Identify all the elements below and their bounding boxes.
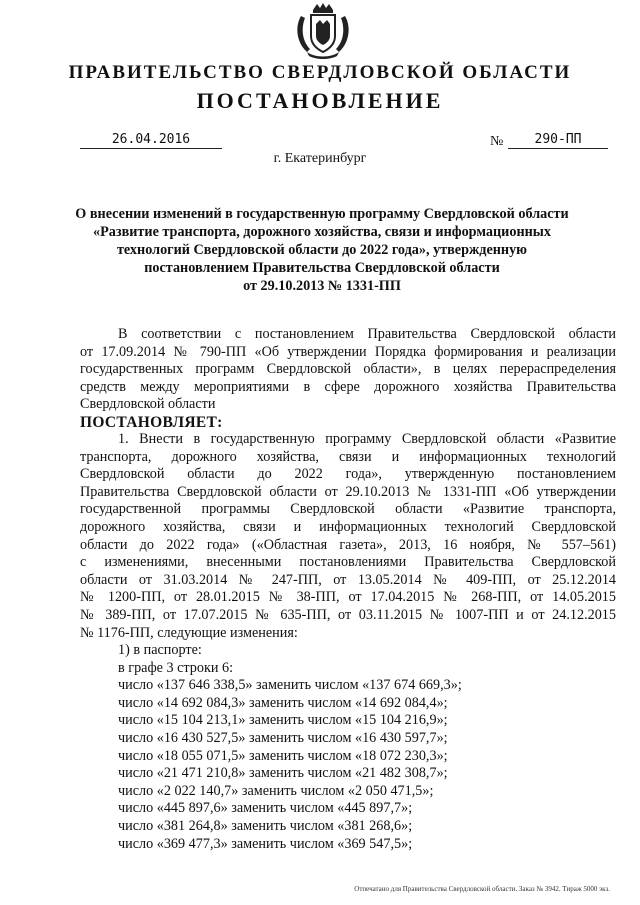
replacement-line: число «137 646 338,5» заменить числом «137 674 669,3»; bbox=[118, 677, 462, 694]
replacement-line: число «16 430 527,5» заменить числом «16 430 597,7»; bbox=[118, 730, 448, 747]
item-line: транспорта, дорожного хозяйства, связи и информационных технологий bbox=[80, 448, 616, 465]
item-line: государственной программы Свердловской области «Развитие транспорта, bbox=[80, 501, 616, 518]
heading-line: технологий Свердловской области до 2022 года», утвержденную bbox=[116, 242, 528, 258]
document-number: 290-ПП bbox=[508, 132, 608, 149]
preamble-line: от 17.09.2014 № 790-ПП «Об утверждении Порядка формирования и реализации bbox=[80, 343, 616, 360]
preamble-line: Свердловской области bbox=[80, 396, 216, 413]
replacement-line: число «15 104 213,1» заменить числом «15 104 216,9»; bbox=[118, 712, 448, 729]
item-line: области от 31.03.2014 № 247-ПП, от 13.05.2014 № 409-ПП, от 25.12.2014 bbox=[80, 571, 616, 588]
item-line: с изменениями, внесенными постановлениями Правительства Свердловской bbox=[80, 554, 616, 571]
resolves-heading: ПОСТАНОВЛЯЕТ: bbox=[80, 413, 223, 431]
preamble-line: государственных программ Свердловской области», в целях перераспределения bbox=[80, 361, 616, 378]
document-date: 26.04.2016 bbox=[80, 132, 222, 149]
replacement-line: число «21 471 210,8» заменить числом «21 482 308,7»; bbox=[118, 765, 448, 782]
coat-of-arms-emblem bbox=[293, 2, 353, 60]
preamble-line: средств между мероприятиями в сфере дорожного хозяйства Правительства bbox=[80, 378, 616, 395]
item-line: дорожного хозяйства, связи и информационных технологий Свердловской bbox=[80, 518, 616, 535]
print-footer: Отпечатано для Правительства Свердловской области. Заказ № 3942. Тираж 5000 экз. bbox=[354, 885, 610, 893]
item-line: области до 2022 года» («Областная газета», 2013, 16 ноября, № 557–561) bbox=[80, 536, 616, 553]
document-type: ПОСТАНОВЛЕНИЕ bbox=[196, 88, 444, 113]
heading-line: О внесении изменений в государственную программу Свердловской области bbox=[75, 206, 569, 222]
preamble-line: В соответствии с постановлением Правительства Свердловской области bbox=[118, 326, 616, 342]
item-line: № 1176-ПП, следующие изменения: bbox=[80, 624, 298, 641]
city: г. Екатеринбург bbox=[273, 151, 367, 166]
replacement-line: число «381 264,8» заменить числом «381 268,6»; bbox=[118, 818, 413, 835]
heading-line: «Развитие транспорта, дорожного хозяйства, связи и информационных bbox=[93, 224, 551, 240]
replacement-line: число «2 022 140,7» заменить числом «2 050 471,5»; bbox=[118, 782, 434, 799]
document-body bbox=[80, 326, 616, 853]
item-line: Свердловской области до 2022 года», утвержденную постановлением bbox=[80, 466, 616, 483]
item-line: Правительства Свердловской области от 29.10.2013 № 1331-ПП «Об утверждении bbox=[80, 483, 616, 500]
subitem: 1) в паспорте: bbox=[118, 642, 202, 659]
heading-line: постановлением Правительства Свердловской области bbox=[144, 260, 500, 276]
number-sign: № bbox=[490, 134, 504, 149]
replacement-line: число «18 055 071,5» заменить числом «18 072 230,3»; bbox=[118, 747, 448, 764]
replacement-line: число «14 692 084,3» заменить числом «14 692 084,4»; bbox=[118, 694, 448, 711]
replacement-line: число «445 897,6» заменить числом «445 897,7»; bbox=[118, 800, 413, 817]
replacement-line: число «369 477,3» заменить числом «369 547,5»; bbox=[118, 835, 413, 852]
item-line: № 1200-ПП, от 28.01.2015 № 38-ПП, от 17.04.2015 № 268-ПП, от 14.05.2015 bbox=[80, 589, 616, 606]
item-line: № 389-ПП, от 17.07.2015 № 635-ПП, от 03.11.2015 № 1007-ПП и от 24.12.2015 bbox=[80, 606, 616, 623]
document-heading bbox=[70, 205, 574, 295]
government-title: ПРАВИТЕЛЬСТВО СВЕРДЛОВСКОЙ ОБЛАСТИ bbox=[68, 62, 572, 83]
heading-line: от 29.10.2013 № 1331-ПП bbox=[243, 278, 401, 294]
column-note: в графе 3 строки 6: bbox=[118, 659, 234, 676]
item-line: 1. Внести в государственную программу Свердловской области «Развитие bbox=[118, 430, 616, 447]
